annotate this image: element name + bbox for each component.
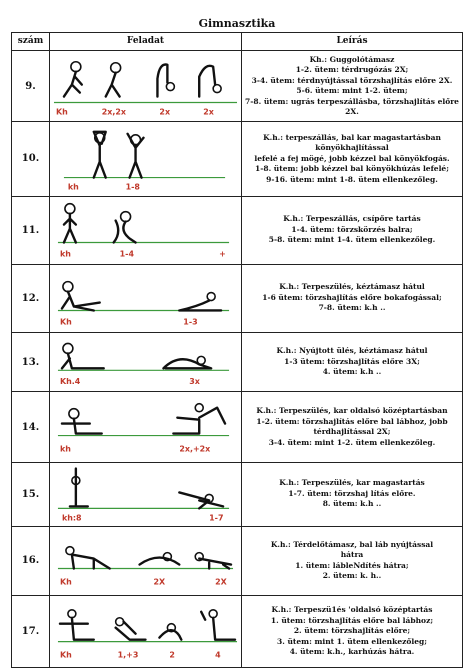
desc-line: 1-3 ütem: törzshajlítás előre 3X; (284, 356, 420, 366)
label-count: 2x (203, 107, 214, 117)
exercise-description (242, 264, 463, 332)
label-kh: Kh.4 (59, 376, 81, 386)
desc-line: könyökhajlítással (315, 143, 389, 153)
header-task: Feladat (50, 33, 242, 51)
exercise-row (12, 595, 463, 667)
exercise-figure (50, 526, 242, 595)
desc-line: 5-8. ütem: mint 1-4. ütem ellenkezőleg. (268, 235, 436, 245)
exercise-row (12, 122, 463, 196)
label-count: 1-4 (119, 248, 134, 258)
exercise-figure (50, 50, 242, 121)
label-kh: kh:8 (61, 512, 82, 522)
stick-figure-drawing (50, 265, 241, 332)
stick-figure-drawing (50, 463, 241, 526)
exercise-description (242, 462, 463, 526)
exercise-figure (50, 196, 242, 264)
exercise-table (11, 32, 463, 668)
header-num: szám (12, 33, 50, 51)
label-kh: Kh (59, 317, 72, 327)
desc-line: 9-16. ütem: mint 1-8. ütem ellenkezőleg. (266, 174, 438, 184)
label-kh: Kh (59, 650, 72, 660)
desc-line: K.h.: Terpeszülés, kéztámasz hátul (279, 282, 425, 292)
exercise-description (242, 196, 463, 264)
row-number: 9. (12, 50, 50, 121)
desc-line: 1. ütem: lábleNdítés hátra; (295, 560, 409, 570)
stick-figure-drawing (50, 51, 241, 121)
header-row (12, 33, 463, 51)
desc-line: 7-8. ütem: ugrás terpeszállásba, törzshajlítás előre 2X. (245, 96, 459, 116)
exercise-description (242, 595, 463, 667)
desc-line: 1-4. ütem: törzskörzés balra; (291, 224, 413, 234)
stick-figure-drawing (50, 527, 241, 595)
desc-line: K.h.: Terpeszü1és 'oldalsó középtartás (271, 605, 433, 615)
header-desc: Leírás (242, 33, 463, 51)
label-count: 2X (215, 576, 227, 586)
desc-line: 1-7. ütem: törzshaj lítás előre. (288, 488, 416, 498)
desc-line: 2. ütem: törzshajlítás előre; (293, 626, 411, 636)
row-number: 17. (12, 595, 50, 667)
exercise-description (242, 50, 463, 121)
exercise-row (12, 196, 463, 264)
label-count: 1-3 (183, 317, 198, 327)
exercise-figure (50, 264, 242, 332)
label-kh: Kh (55, 107, 68, 117)
label-count: 1-8 (125, 182, 140, 192)
exercise-row (12, 392, 463, 462)
desc-line: K.h.: Nyújtott ülés, kéztámasz hátul (276, 346, 428, 356)
label-kh: kh (59, 444, 71, 454)
exercise-row (12, 526, 463, 595)
exercise-figure (50, 122, 242, 196)
label-count: 1,+3 (117, 650, 139, 660)
desc-line: 1-8. ütem: jobb kézzel bal könyökhúzás lefelé; (255, 164, 449, 174)
desc-line: 7-8. ütem: k.h .. (318, 303, 386, 313)
row-number: 10. (12, 122, 50, 196)
exercise-row (12, 332, 463, 392)
exercise-figure (50, 462, 242, 526)
exercise-figure (50, 595, 242, 667)
exercise-description (242, 122, 463, 196)
label-count: + (219, 248, 226, 258)
desc-line: 1-6 ütem: törzshajlítás előre bokafogással; (262, 292, 442, 302)
stick-figure-drawing (50, 197, 241, 264)
label-count: 2x,2x (101, 107, 127, 117)
label-count: 2x (159, 107, 171, 117)
desc-line: K.h.: Terpeszülés, kar oldalsó középtartásban (256, 406, 448, 415)
label-kh: Kh (59, 576, 72, 586)
exercise-figure (50, 392, 242, 462)
desc-line: hátra (340, 550, 364, 560)
desc-line: 3-4. ütem: térdnyújtással törzshajlítás előre 2X. (251, 75, 453, 85)
desc-line: K.h.: Terpeszállás, csípőre tartás (283, 214, 421, 224)
stick-figure-drawing (50, 596, 241, 667)
stick-figure-drawing (50, 333, 241, 392)
exercise-description (242, 526, 463, 595)
label-count: 2x,+2x (179, 444, 211, 454)
desc-line: K.h.: Terpeszülés, kar magastartás (279, 478, 425, 488)
desc-line: K.h.: terpeszállás, bal kar magastartásban (263, 132, 441, 142)
exercise-row (12, 50, 463, 121)
desc-line: 4. ütem: k.h .. (322, 367, 382, 377)
exercise-description (242, 332, 463, 392)
exercise-row (12, 264, 463, 332)
row-number: 15. (12, 462, 50, 526)
label-count: 2 (169, 650, 175, 660)
desc-line: 4. ütem: k.h., karhúzás hátra. (289, 647, 415, 657)
desc-line: 3-4. ütem: mint 1-2. ütem ellenkezőleg. (268, 437, 436, 447)
desc-line: lefelé a fej mögé, jobb kézzel bal könyökfogás. (254, 153, 450, 163)
row-number: 14. (12, 392, 50, 462)
desc-line: K.h.: Térdelőtámasz, bal láb nyújtással (270, 539, 434, 549)
exercise-figure (50, 332, 242, 392)
row-number: 16. (12, 526, 50, 595)
exercise-row (12, 462, 463, 526)
desc-line: térdhajlítással 2X; (313, 427, 391, 436)
desc-line: 2. ütem: k. h.. (322, 571, 382, 581)
desc-line: Kh.: Guggolótámasz (309, 54, 395, 64)
label-kh: kh (67, 182, 79, 192)
row-number: 11. (12, 196, 50, 264)
label-kh: kh (59, 248, 71, 258)
stick-figure-drawing (50, 122, 241, 195)
label-count: 3x (189, 376, 200, 386)
desc-line: 1-2. ütem: törzshajlítás előre bal lábhoz, jobb (256, 416, 448, 426)
stick-figure-drawing (50, 392, 241, 461)
label-count: 4 (215, 650, 221, 660)
label-count: 1-7 (209, 512, 224, 522)
desc-line: 5-6. ütem: mint 1-2. ütem; (296, 86, 408, 95)
desc-line: 1. ütem: törzshajlítás előre bal lábhoz; (270, 615, 434, 625)
row-number: 12. (12, 264, 50, 332)
desc-line: 3. ütem: mint 1. ütem ellenkezőleg; (277, 636, 427, 646)
exercise-description (242, 392, 463, 462)
desc-line: 8. ütem: k.h .. (322, 499, 382, 509)
label-count: 2X (153, 576, 166, 586)
desc-line: 1-2. ütem: térdrugózás 2X; (295, 65, 409, 74)
page-title: Gimnasztika (198, 17, 276, 30)
row-number: 13. (12, 332, 50, 392)
